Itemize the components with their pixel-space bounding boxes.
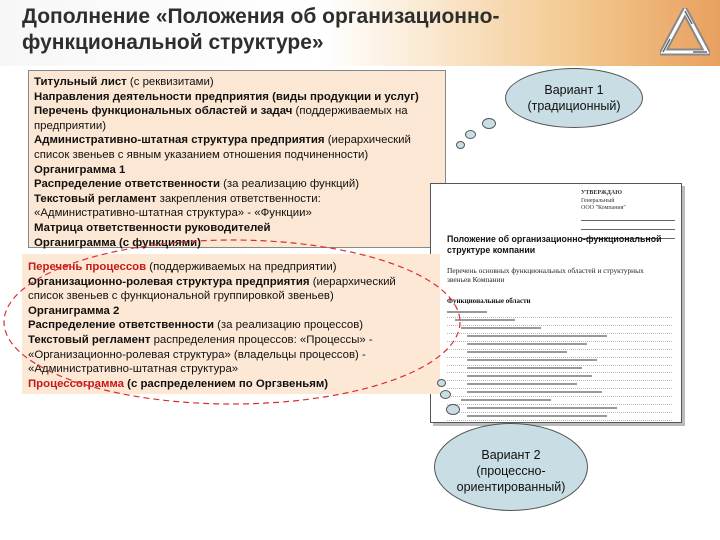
- document-table-of-contents: [447, 310, 672, 423]
- regulation-document-thumbnail: [430, 183, 682, 423]
- variant2-line: Текстовый регламент распределения процессов: «Процессы» -: [28, 333, 373, 346]
- variant1-line: Направления деятельности предприятия (виды продукции и услуг): [34, 90, 419, 103]
- variant1-line: Текстовый регламент закрепления ответственности:: [34, 192, 321, 205]
- variant2-content-box: [22, 254, 440, 394]
- variant1-callout: Вариант 1 (традиционный): [505, 68, 643, 128]
- title-line-1: Дополнение «Положения об организационно-: [22, 5, 500, 28]
- variant2-line: список звеньев с функциональной группировкой звеньев): [28, 290, 334, 303]
- callout1-thought-bubble: [482, 118, 496, 129]
- slide-title: [22, 4, 622, 56]
- document-title: Положение об организационно-функциональной структуре компании: [447, 234, 662, 255]
- variant2-line: Процессограмма (с распределением по Оргзвеньям): [28, 377, 329, 390]
- variant2-callout: Вариант 2 (процессно- ориентированный): [434, 423, 588, 511]
- variant1-content-box: [28, 70, 446, 248]
- document-subtitle: Перечень основных функциональных областей и структурных звеньев Компании: [447, 266, 644, 284]
- variant1-line: Административно-штатная структура предприятия (иерархический: [34, 134, 411, 147]
- variant1-line: Матрица ответственности руководителей: [34, 221, 271, 234]
- variant1-line: Перечень функциональных областей и задач (поддерживаемых на: [34, 105, 408, 118]
- callout2-thought-bubble: [440, 390, 451, 399]
- variant2-line: «Административно-штатная структура»: [28, 363, 239, 376]
- variant1-line: Распределение ответственности (за реализацию функций): [34, 178, 360, 191]
- variant1-line: предприятии): [34, 119, 107, 132]
- variant2-line: Перечень процессов (поддерживаемых на предприятии): [28, 261, 337, 273]
- variant2-line: Распределение ответственности (за реализацию процессов): [28, 319, 364, 332]
- variant2-line: Организационно-ролевая структура предприятия (иерархический: [28, 275, 396, 288]
- title-line-2: функциональной структуре»: [22, 31, 324, 54]
- variant2-line: Органиграмма 2: [28, 304, 120, 317]
- impossible-triangle-logo-icon: [660, 8, 710, 58]
- variant1-line: Титульный лист (с реквизитами): [34, 76, 214, 88]
- variant1-line: Органиграмма (с функциями): [34, 236, 201, 249]
- approval-stamp: УТВЕРЖДАЮ Генеральный ООО "Компания": [581, 190, 675, 240]
- variant1-line: Органиграмма 1: [34, 163, 126, 176]
- document-section-heading: Функциональные области: [447, 297, 531, 305]
- variant1-line: список звеньев с явным указанием отношения подчиненности): [34, 148, 369, 161]
- callout2-thought-bubble: [437, 379, 446, 387]
- variant2-line: «Организационно-ролевая структура» (владельцы процессов) -: [28, 348, 366, 361]
- callout1-thought-bubble: [465, 130, 476, 139]
- callout1-thought-bubble: [456, 141, 465, 149]
- callout2-thought-bubble: [446, 404, 460, 415]
- variant1-line: «Административно-штатная структура» - «Функции»: [34, 207, 312, 220]
